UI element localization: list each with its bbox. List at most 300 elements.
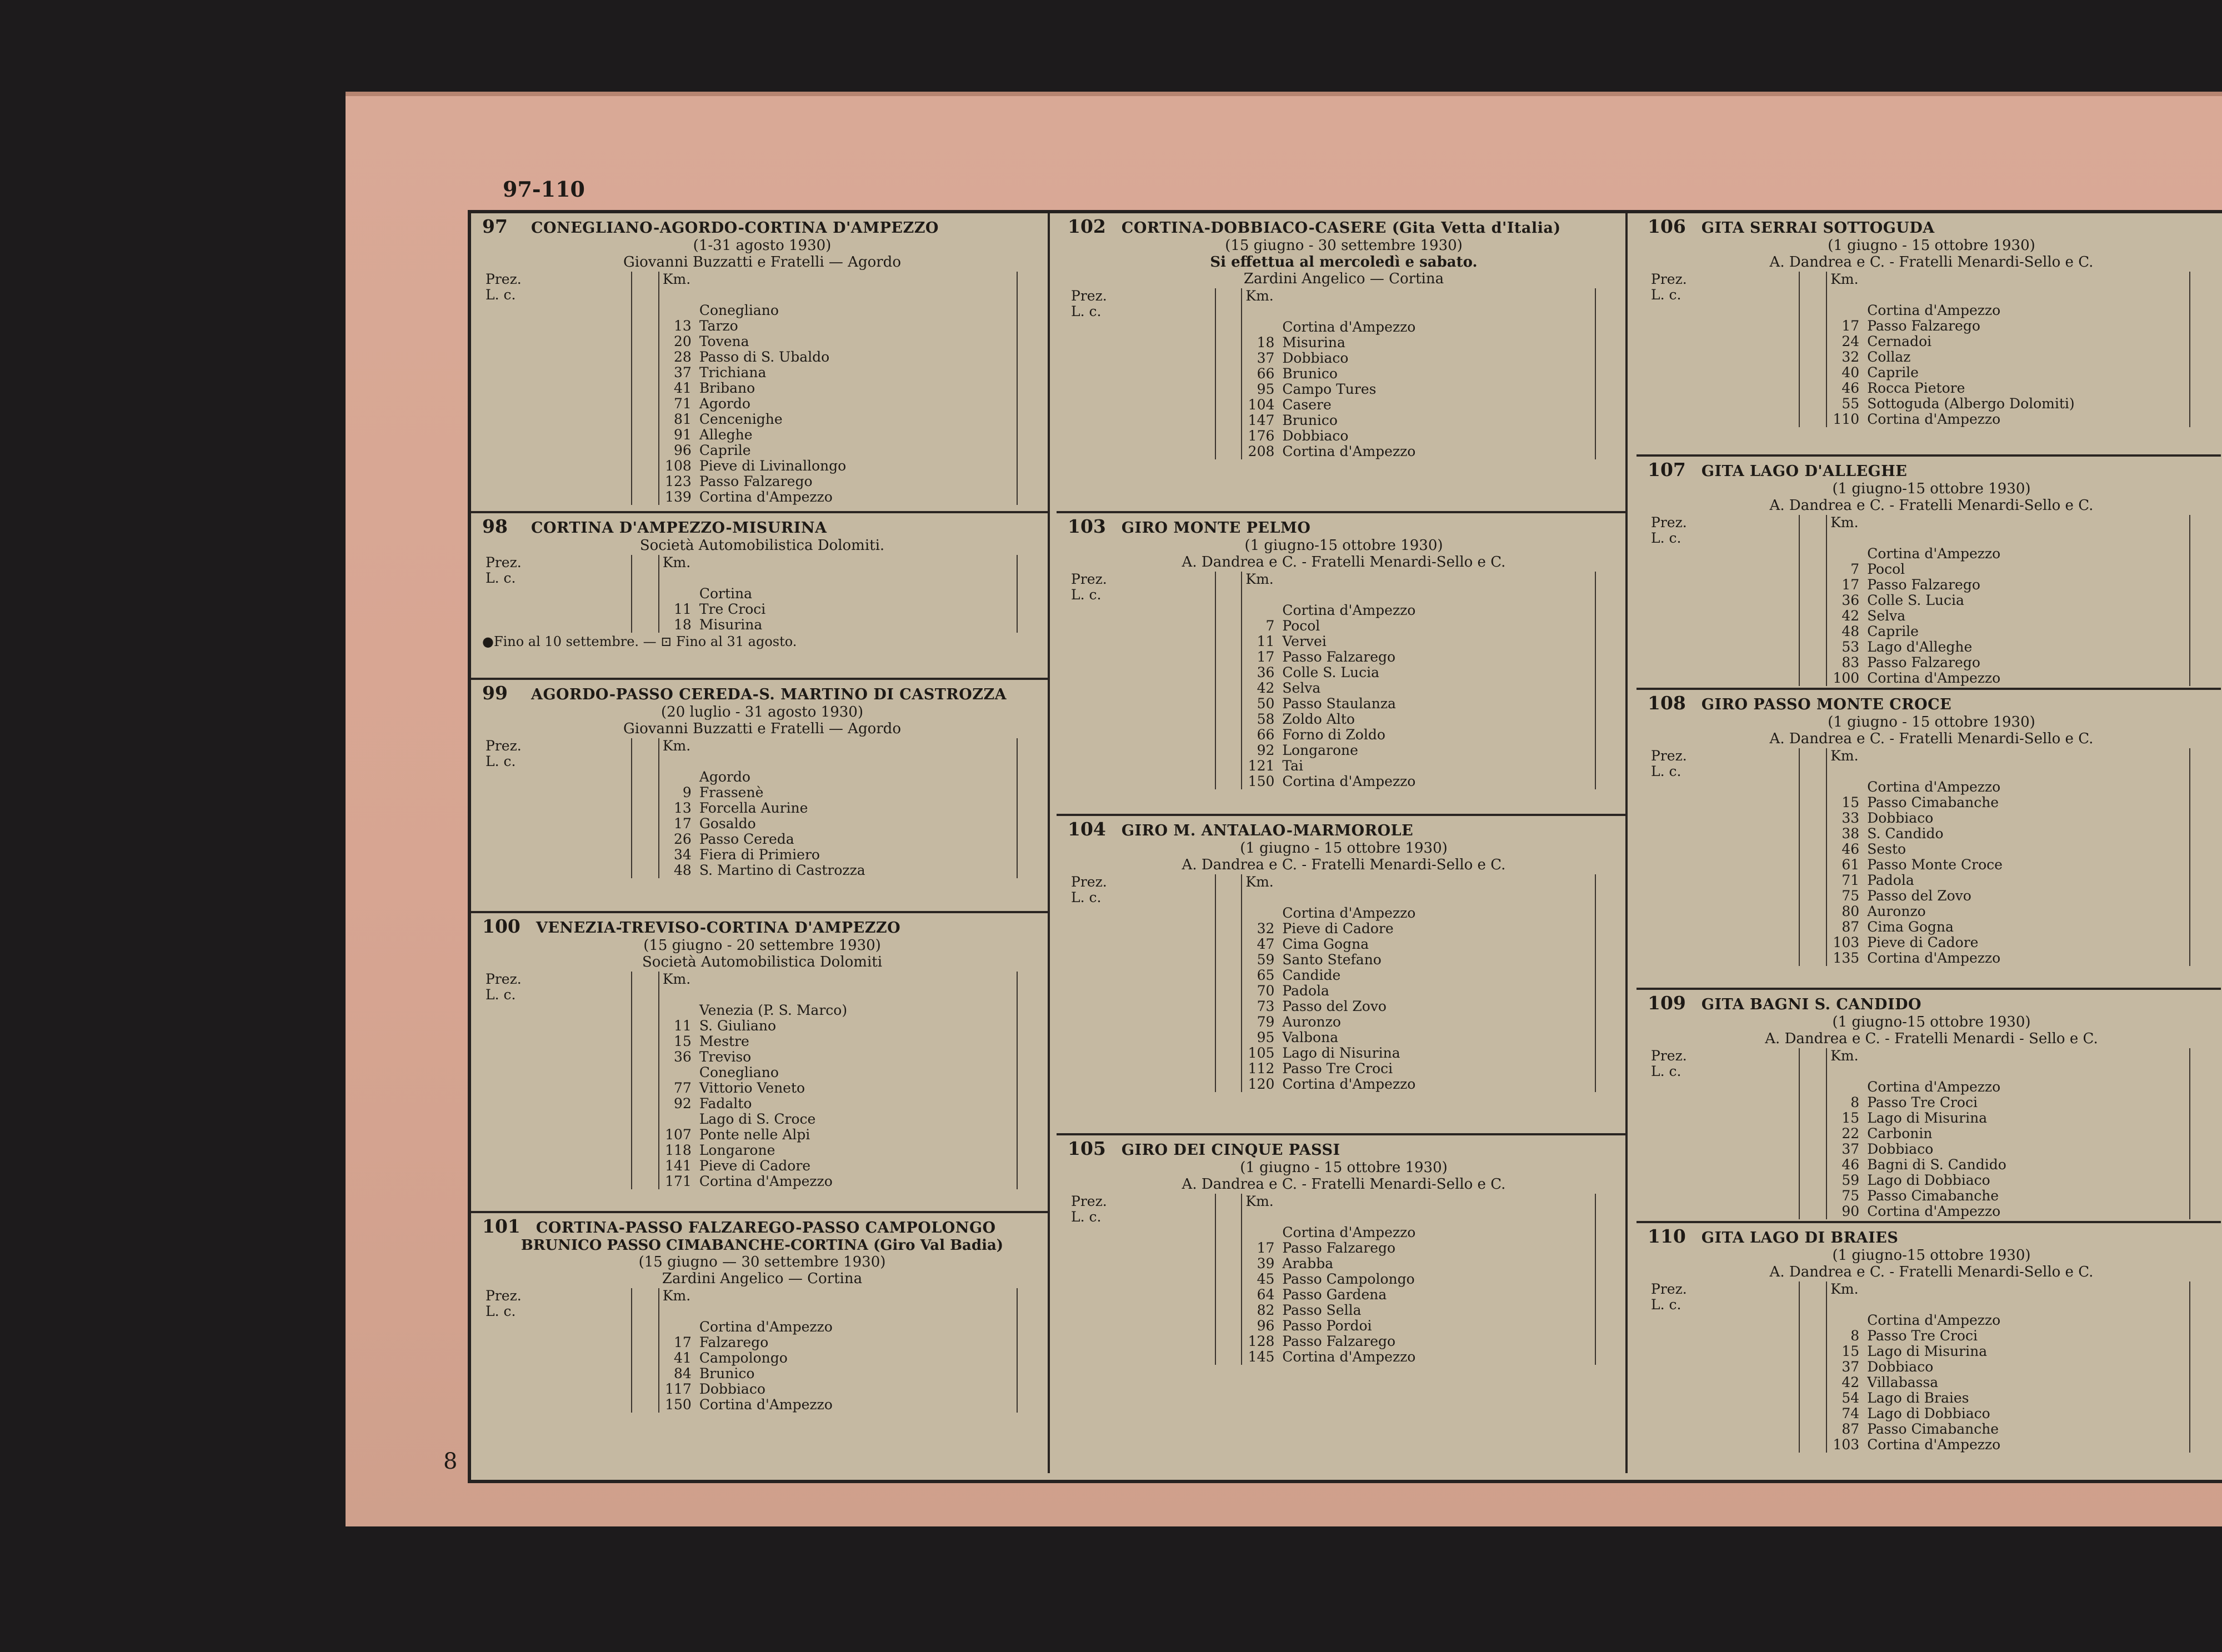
time-cell (1215, 743, 1242, 758)
time-cell (1017, 816, 1042, 832)
time-cell (1215, 335, 1242, 351)
fare-cell (482, 334, 632, 349)
stop-name: Passo Falzarego (699, 473, 813, 489)
time-cell (1799, 1173, 1826, 1188)
km-value: 118 (665, 1142, 692, 1158)
table-row (1068, 665, 1620, 680)
time-cell (1017, 602, 1042, 617)
table-row (1068, 366, 1620, 382)
time-cell (1017, 1003, 1042, 1018)
stop-cell (1242, 1225, 1595, 1240)
km-value: 121 (1248, 758, 1275, 774)
time-cell (1799, 1079, 1826, 1095)
km-value: 92 (674, 1095, 692, 1112)
time-cell (2190, 1095, 2215, 1110)
stop-name: Auronzo (1867, 903, 1926, 919)
time-cell (1595, 758, 1620, 774)
km-header: Km. (1242, 1194, 1595, 1225)
route-header (1648, 459, 2215, 480)
km-value: 150 (665, 1396, 692, 1413)
stop-name: Alleghe (699, 427, 753, 443)
table-row (482, 349, 1042, 365)
route-number: 98 (482, 515, 508, 537)
fare-cell (1648, 1406, 1799, 1421)
stop-name: Pieve di Cadore (1282, 920, 1394, 937)
time-cell (2190, 624, 2215, 639)
km-value: 47 (1257, 936, 1275, 952)
fare-cell (1068, 649, 1215, 665)
stop-cell (659, 1381, 1017, 1397)
km-value: 107 (665, 1127, 692, 1143)
stop-name: Cortina d'Ampezzo (699, 1396, 833, 1413)
time-cell (632, 1319, 659, 1335)
stop-cell (1826, 1126, 2190, 1142)
time-cell (2190, 826, 2215, 842)
table-row (1648, 334, 2215, 349)
route-timetable (1068, 288, 1620, 459)
route-timetable (1068, 572, 1620, 789)
route-header (482, 515, 1042, 537)
time-cell (1215, 444, 1242, 459)
time-cell (1215, 968, 1242, 983)
time-cell (1017, 1127, 1042, 1143)
km-value: 95 (1257, 381, 1275, 397)
stop-name: Dobbiaco (1867, 810, 1934, 826)
stop-cell (1826, 1421, 2190, 1437)
table-row (1068, 921, 1620, 937)
km-value: 103 (1833, 934, 1860, 950)
time-cell (632, 1381, 659, 1397)
time-cell (2190, 381, 2215, 396)
time-cell (1799, 639, 1826, 655)
table-row (1648, 1406, 2215, 1421)
stop-cell (1242, 351, 1595, 366)
stop-name: Passo Tre Croci (1867, 1328, 1978, 1344)
stop-name: Cortina d'Ampezzo (1867, 1312, 2001, 1328)
stop-cell (1826, 1204, 2190, 1219)
stop-name: Trichiana (699, 364, 767, 381)
km-value: 11 (1257, 633, 1275, 649)
table-row (482, 785, 1042, 800)
table-row (1648, 1126, 2215, 1142)
table-row (1648, 1204, 2215, 1219)
table-row (1068, 428, 1620, 444)
table-row (482, 381, 1042, 396)
stop-name: Cortina d'Ampezzo (1282, 1224, 1416, 1240)
prez-label: Prez. (486, 971, 522, 987)
prez-header (1068, 288, 1215, 319)
km-value: 96 (1257, 1318, 1275, 1334)
time-cell (1017, 800, 1042, 816)
time-cell (632, 427, 659, 443)
table-row (1648, 842, 2215, 857)
time-cell (2190, 349, 2215, 365)
stop-name: Collaz (1867, 349, 1911, 365)
fare-cell (1068, 1256, 1215, 1271)
km-value: 8 (1850, 1328, 1860, 1344)
table-row (1648, 1313, 2215, 1328)
time-cell (1799, 608, 1826, 624)
stop-cell (659, 1174, 1017, 1189)
stop-cell (1242, 937, 1595, 952)
table-row (1068, 1334, 1620, 1349)
route-operator: A. Dandrea e C. - Fratelli Menardi-Sello e C. (1769, 730, 2094, 747)
stop-cell (659, 1127, 1017, 1143)
stop-name: Vittorio Veneto (699, 1080, 805, 1096)
time-cell (1595, 999, 1620, 1014)
lc-label: L. c. (486, 753, 516, 769)
time-cell (632, 1397, 659, 1413)
stop-cell (1826, 842, 2190, 857)
route-period: (1-31 agosto 1930) (693, 237, 832, 254)
route-timetable (482, 272, 1042, 505)
time-cell (1799, 779, 1826, 795)
table-row (482, 334, 1042, 349)
stop-cell (659, 832, 1017, 847)
km-value: 39 (1257, 1255, 1275, 1271)
time-cell (2190, 919, 2215, 935)
stop-cell (1242, 397, 1595, 413)
lc-label: L. c. (486, 987, 516, 1003)
km-value: 147 (1248, 412, 1275, 428)
time-cell (1215, 603, 1242, 618)
stop-cell (1242, 712, 1595, 727)
stop-cell (1826, 670, 2190, 686)
route-operator: Giovanni Buzzatti e Fratelli — Agordo (623, 254, 901, 271)
route-timetable (482, 555, 1042, 633)
stop-cell (659, 1049, 1017, 1065)
km-value: 32 (1257, 920, 1275, 937)
time-cell (1595, 1349, 1620, 1365)
stop-name: Dobbiaco (1282, 350, 1349, 366)
table-row (482, 1319, 1042, 1335)
route-number: 107 (1648, 459, 1686, 480)
km-value: 74 (1841, 1405, 1860, 1421)
time-cell (1215, 999, 1242, 1014)
time-cell (1799, 810, 1826, 826)
stop-cell (1826, 1079, 2190, 1095)
stop-cell (1242, 983, 1595, 999)
route-timetable (482, 1288, 1042, 1413)
time-cell (1017, 1018, 1042, 1034)
km-value: 15 (1841, 1343, 1860, 1359)
stop-name: Sesto (1867, 841, 1906, 857)
fare-cell (1068, 696, 1215, 712)
table-row (482, 617, 1042, 633)
fare-cell (1648, 381, 1799, 396)
stop-cell (1242, 1287, 1595, 1303)
stop-cell (659, 1158, 1017, 1174)
km-header: Km. (659, 972, 1017, 1003)
fare-cell (1068, 1287, 1215, 1303)
stop-cell (1242, 319, 1595, 335)
prez-label: Prez. (1651, 1281, 1687, 1297)
time-cell (1799, 842, 1826, 857)
stop-name: Cortina d'Ampezzo (1867, 545, 2001, 562)
stop-name: Venezia (P. S. Marco) (699, 1002, 848, 1018)
fare-cell (1068, 319, 1215, 335)
stop-name: Misurina (1282, 334, 1345, 351)
km-value: 28 (674, 349, 692, 365)
km-value: 41 (674, 1350, 692, 1366)
km-header: Km. (1826, 1281, 2190, 1313)
stop-name: Lago di Dobbiaco (1867, 1405, 1990, 1421)
fare-cell (482, 1158, 632, 1174)
time-cell (2190, 810, 2215, 826)
fare-cell (482, 1003, 632, 1018)
route-period: (1 giugno - 15 ottobre 1930) (1828, 714, 2035, 730)
fare-cell (1648, 562, 1799, 577)
table-row (482, 1174, 1042, 1189)
time-cell (1595, 968, 1620, 983)
stop-name: Carbonin (1867, 1125, 1933, 1142)
time-cell (1017, 586, 1042, 602)
stop-name: Dobbiaco (699, 1381, 765, 1397)
km-value: 84 (674, 1365, 692, 1381)
route-number: 101 (482, 1215, 521, 1237)
time-cell (1799, 1188, 1826, 1204)
stop-cell (659, 489, 1017, 505)
time-cell (2190, 593, 2215, 608)
time-cell (632, 1127, 659, 1143)
time-cell (1215, 618, 1242, 634)
time-cell (1799, 562, 1826, 577)
times-header (1799, 272, 1826, 303)
table-row (1068, 743, 1620, 758)
table-row (1648, 1095, 2215, 1110)
times-header (1799, 1281, 1826, 1313)
fare-cell (482, 1034, 632, 1049)
stop-name: Lago di Misurina (1867, 1110, 1988, 1126)
stop-cell (1242, 444, 1595, 459)
fare-cell (482, 1080, 632, 1096)
time-cell (1595, 351, 1620, 366)
table-row (482, 602, 1042, 617)
km-value: 145 (1248, 1349, 1275, 1365)
stop-name: Sottoguda (Albergo Dolomiti) (1867, 396, 2075, 412)
km-value: 36 (1841, 592, 1860, 608)
table-row (482, 1112, 1042, 1127)
stop-name: S. Giuliano (699, 1018, 777, 1034)
table-row (482, 427, 1042, 443)
stop-cell (1826, 349, 2190, 365)
time-cell (2190, 779, 2215, 795)
route-header (482, 1215, 1042, 1237)
km-value: 42 (1257, 680, 1275, 696)
times-header (2190, 748, 2215, 779)
time-cell (1595, 1318, 1620, 1334)
time-cell (1595, 921, 1620, 937)
table-row (1648, 608, 2215, 624)
time-cell (1799, 624, 1826, 639)
route-operator: A. Dandrea e C. - Fratelli Menardi-Sello e C. (1182, 857, 1506, 873)
stop-name: Pocol (1282, 618, 1320, 634)
stop-name: Falzarego (699, 1334, 769, 1350)
stop-cell (1826, 303, 2190, 318)
fare-cell (482, 474, 632, 489)
route-97 (471, 213, 1048, 513)
stop-cell (1826, 810, 2190, 826)
km-header: Km. (659, 272, 1017, 303)
time-cell (2190, 842, 2215, 857)
fare-cell (482, 489, 632, 505)
time-cell (1215, 1318, 1242, 1334)
fare-cell (1648, 1313, 1799, 1328)
time-cell (2190, 1359, 2215, 1375)
times-header (1595, 874, 1620, 905)
fare-cell (1648, 593, 1799, 608)
stop-cell (1826, 919, 2190, 935)
stop-cell (1826, 1110, 2190, 1126)
stop-name: Cortina d'Ampezzo (1282, 319, 1416, 335)
fare-cell (1648, 1437, 1799, 1453)
route-note: Si effettua al mercoledì e sabato. (1210, 254, 1478, 271)
km-value: 42 (1841, 1374, 1860, 1390)
route-title: GIRO MONTE PELMO (1121, 519, 1311, 537)
times-header (632, 1288, 659, 1319)
km-value: 45 (1257, 1271, 1275, 1287)
stop-cell (1242, 1318, 1595, 1334)
stop-name: Rocca Pietore (1867, 380, 1965, 396)
table-row (1648, 562, 2215, 577)
table-row (1648, 873, 2215, 888)
prez-label: Prez. (1651, 1048, 1687, 1064)
km-value: 71 (674, 396, 692, 412)
fare-cell (1648, 1110, 1799, 1126)
page-number: 8 (443, 1449, 458, 1474)
fare-cell (482, 349, 632, 365)
time-cell (1799, 904, 1826, 919)
fare-cell (482, 303, 632, 318)
stop-cell (1242, 413, 1595, 428)
stop-cell (1826, 396, 2190, 412)
fare-cell (1068, 1077, 1215, 1092)
stop-cell (1826, 1359, 2190, 1375)
time-cell (1595, 665, 1620, 680)
times-header (632, 972, 659, 1003)
route-number: 97 (482, 216, 508, 237)
table-row (482, 863, 1042, 878)
times-header (1017, 972, 1042, 1003)
route-timetable (482, 972, 1042, 1189)
times-header (2190, 272, 2215, 303)
km-value: 75 (1841, 1188, 1860, 1204)
route-timetable (482, 738, 1042, 878)
time-cell (2190, 1204, 2215, 1219)
stop-cell (1242, 696, 1595, 712)
time-cell (632, 863, 659, 878)
route-period: (20 luglio - 31 agosto 1930) (661, 704, 863, 720)
km-value: 15 (1841, 1110, 1860, 1126)
table-row (1068, 758, 1620, 774)
lc-label: L. c. (1651, 1296, 1681, 1313)
fare-cell (1068, 968, 1215, 983)
route-period: (1 giugno-15 ottobre 1930) (1832, 1247, 2031, 1264)
route-99 (471, 680, 1048, 913)
fare-cell (1068, 712, 1215, 727)
time-cell (632, 1049, 659, 1065)
fare-cell (482, 1381, 632, 1397)
route-operator: Zardini Angelico — Cortina (1243, 271, 1444, 287)
time-cell (1017, 365, 1042, 381)
time-cell (1017, 1335, 1042, 1350)
route-title: GITA SERRAI SOTTOGUDA (1701, 219, 1935, 237)
table-row (1648, 1328, 2215, 1344)
time-cell (1017, 1112, 1042, 1127)
fare-cell (1068, 1349, 1215, 1365)
stop-name: Santo Stefano (1282, 952, 1382, 968)
stop-cell (659, 1080, 1017, 1096)
stop-cell (1242, 1271, 1595, 1287)
km-value: 41 (674, 380, 692, 396)
km-value: 37 (1257, 350, 1275, 366)
time-cell (1595, 983, 1620, 999)
km-value: 22 (1841, 1125, 1860, 1142)
time-cell (1595, 397, 1620, 413)
stop-name: Valbona (1282, 1029, 1339, 1045)
fare-cell (1648, 935, 1799, 950)
time-cell (632, 458, 659, 474)
times-header (1017, 738, 1042, 769)
fare-cell (1648, 1157, 1799, 1173)
fare-cell (482, 1366, 632, 1381)
time-cell (1799, 396, 1826, 412)
time-cell (2190, 1390, 2215, 1406)
table-row (1648, 779, 2215, 795)
time-cell (1215, 1334, 1242, 1349)
fare-cell (482, 617, 632, 633)
stop-cell (1826, 1142, 2190, 1157)
time-cell (1595, 335, 1620, 351)
km-value: 123 (665, 473, 692, 489)
stop-name: Lago di Nisurina (1282, 1045, 1400, 1061)
time-cell (2190, 670, 2215, 686)
lc-label: L. c. (486, 1303, 516, 1319)
fare-cell (482, 785, 632, 800)
route-title: GITA BAGNI S. CANDIDO (1701, 996, 1922, 1013)
table-row (482, 458, 1042, 474)
km-value: 92 (1257, 742, 1275, 758)
prez-header (1648, 1281, 1799, 1313)
fare-cell (482, 412, 632, 427)
time-cell (1017, 1049, 1042, 1065)
table-row (482, 769, 1042, 785)
stop-name: Tovena (699, 333, 749, 349)
fare-cell (1068, 1225, 1215, 1240)
route-period: (1 giugno - 15 ottobre 1930) (1240, 1159, 1448, 1176)
stop-cell (1826, 546, 2190, 562)
stop-name: Gosaldo (699, 815, 756, 832)
stop-cell (1826, 655, 2190, 670)
stop-cell (1826, 1328, 2190, 1344)
time-cell (1799, 935, 1826, 950)
table-row (1648, 318, 2215, 334)
route-98 (471, 513, 1048, 680)
column-2 (1057, 213, 1628, 1473)
route-101 (471, 1213, 1048, 1473)
table-row (1648, 795, 2215, 810)
stop-cell (1826, 935, 2190, 950)
stop-cell (1242, 758, 1595, 774)
time-cell (1595, 382, 1620, 397)
time-cell (1215, 1045, 1242, 1061)
km-header: Km. (659, 1288, 1017, 1319)
stop-name: Cortina d'Ampezzo (1282, 905, 1416, 921)
time-cell (632, 334, 659, 349)
route-104 (1057, 816, 1625, 1135)
stop-cell (1242, 968, 1595, 983)
time-cell (1215, 1303, 1242, 1318)
